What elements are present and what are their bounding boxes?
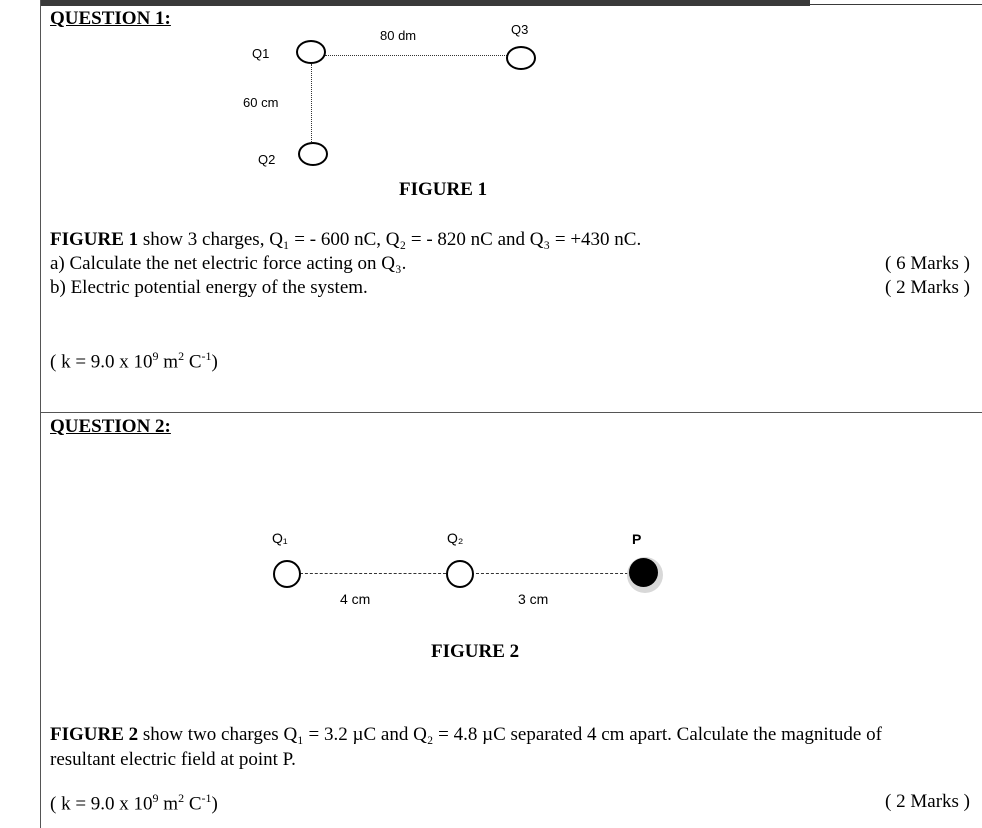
- question-2-intro-line-2: resultant electric field at point P.: [50, 749, 296, 770]
- question-1-part-a: a) Calculate the net electric force acting on Q₃.: [50, 253, 407, 274]
- figure-1-horizontal-distance: 80 dm: [380, 28, 417, 43]
- top-border: [40, 0, 810, 6]
- question-1-part-b: b) Electric potential energy of the system.: [50, 277, 368, 298]
- question-2-marks: ( 2 Marks ): [885, 791, 970, 812]
- charge-q2-circle: [446, 560, 474, 588]
- point-p-marker: [629, 558, 658, 587]
- q1-q2-connector: [300, 573, 446, 574]
- figure-2-distance-2: 3 cm: [518, 591, 549, 607]
- q1-q2-connector: [311, 64, 312, 144]
- part-b-marks: ( 2 Marks ): [885, 277, 970, 298]
- figure-1-q1-label: Q1: [252, 46, 270, 61]
- charge-q1-circle: [273, 560, 301, 588]
- part-a-marks: ( 6 Marks ): [885, 253, 970, 274]
- figure-1-q2-label: Q2: [258, 152, 276, 167]
- figure-2-p-label: P: [632, 531, 642, 547]
- question-separator: [40, 412, 982, 413]
- charge-q1-circle: [296, 40, 326, 64]
- question-2-heading: QUESTION 2:: [50, 416, 171, 437]
- left-border: [40, 0, 41, 828]
- figure-2-caption: FIGURE 2: [431, 641, 520, 662]
- charge-q3-circle: [506, 46, 536, 70]
- question-2-intro: [50, 724, 882, 746]
- question-1-heading: QUESTION 1:: [50, 8, 171, 29]
- question-1-constant: ( k = 9.0 x $10^9$ $m^2$ $C^{-1}$): [50, 349, 218, 373]
- figure-1-vertical-distance: 60 cm: [243, 95, 279, 110]
- q1-q3-connector: [325, 55, 507, 56]
- figure-1-q3-label: Q3: [511, 22, 529, 37]
- figure-2-q1-label: Q₁: [272, 530, 288, 546]
- charge-q2-circle: [298, 142, 328, 166]
- question-1-intro: [50, 229, 641, 251]
- top-border-thin: [810, 4, 982, 5]
- question-1-intro-text: show 3 charges, Q₁ = - 600 nC, Q₂ = - 820 nC and Q₃ = +430 nC.: [138, 229, 642, 250]
- figure-2-distance-1: 4 cm: [340, 591, 371, 607]
- q2-p-connector: [476, 573, 628, 574]
- figure-1-reference: FIGURE 1: [50, 229, 139, 250]
- question-2-intro-text: show two charges Q₁ = 3.2 µC and Q₂ = 4.8 µC separated 4 cm apart. Calculate the magnitude of: [138, 724, 882, 745]
- question-2-constant: ( k = 9.0 x $10^9$ $m^2$ $C^{-1}$): [50, 791, 218, 815]
- figure-2-q2-label: Q₂: [447, 530, 464, 546]
- figure-2-reference: FIGURE 2: [50, 724, 139, 745]
- figure-1-caption: FIGURE 1: [399, 179, 488, 200]
